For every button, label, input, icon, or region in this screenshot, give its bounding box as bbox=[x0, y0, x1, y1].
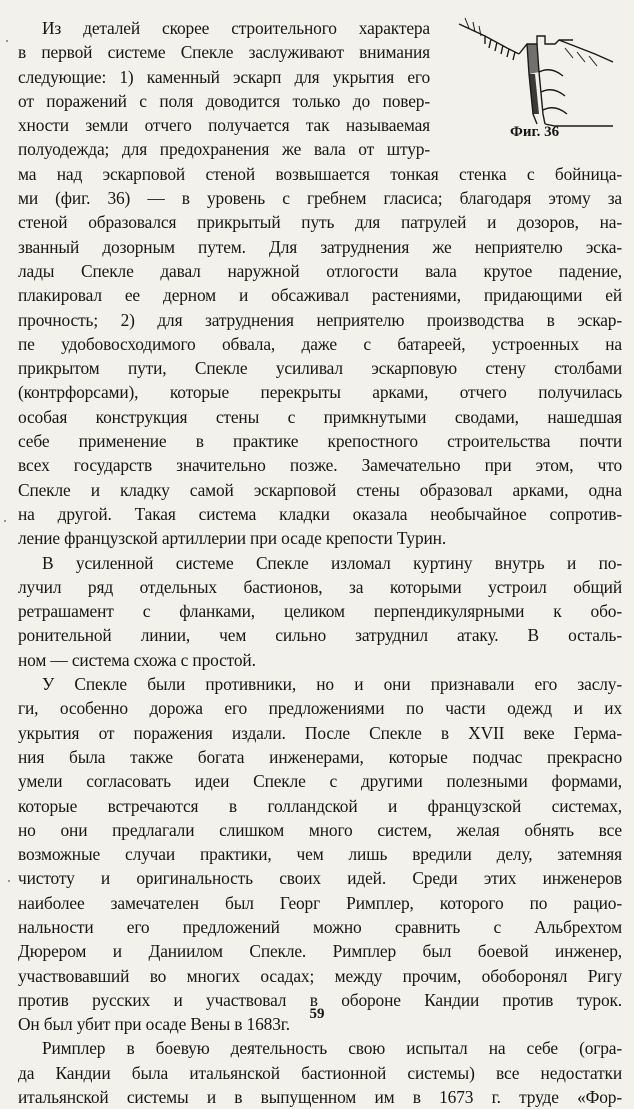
text-line: на другой. Такая система кладки оказала необычайное сопротив- bbox=[18, 503, 622, 524]
text-line: себе применение в практике крепостного строительства почти bbox=[18, 431, 622, 452]
text-line: всех государств значительно позже. Замечательно при этом, что bbox=[18, 455, 622, 476]
text-line: в первой системе Спекле заслуживают внимания bbox=[18, 42, 430, 63]
text-line: да Кандии была итальянской бастионной системы) все недостатки bbox=[18, 1062, 622, 1083]
text-line: особая конструкция стены с примкнутыми сводами, нашедшая bbox=[18, 406, 622, 427]
text-line: лады Спекле давал наружной отлогости вала крутое падение, bbox=[18, 260, 622, 281]
text-line: стеной образовался прикрытый путь для патрулей и дозоров, на- bbox=[18, 212, 622, 233]
text-line: нальности его предложений можно сравнить с Альбрехтом bbox=[18, 916, 622, 937]
text-line: но они предлагали слишком много систем, желая обнять все bbox=[18, 819, 622, 840]
text-line: прочность; 2) для затруднения неприятелю производства в эскар- bbox=[18, 309, 622, 330]
text-line: плакировал ее дерном и обсаживал растениями, придающими ей bbox=[18, 285, 622, 306]
text-line: наиболее замечателен был Георг Римплер, которого по рацио- bbox=[18, 892, 622, 913]
text-line: хности земли отчего получается так называемая bbox=[18, 115, 430, 136]
text-line: У Спекле были противники, но и они признавали его заслу- bbox=[42, 674, 622, 695]
text-line: ретрашамент с фланками, целиком перпендикулярными к обо- bbox=[18, 601, 622, 622]
text-line: ма над эскарповой стеной возвышается тонкая стенка с бойница- bbox=[18, 163, 622, 184]
text-line: возможные случаи практики, чем лишь вредили делу, затемняя bbox=[18, 844, 622, 865]
text-line: Римплер в боевую деятельность свою испытал на себе (огра- bbox=[42, 1038, 622, 1059]
text-line: лучил ряд отдельных бастионов, за которыми устроил общий bbox=[18, 576, 622, 597]
text-line: ронительной линии, чем сильно затруднил атаку. В осталь- bbox=[18, 625, 622, 646]
text-line: следующие: 1) каменный эскарп для укрытия его bbox=[18, 66, 430, 87]
figure-caption: Фиг. 36 bbox=[510, 124, 560, 140]
text-line: умели согласовать идеи Спекле с другими полезными формами, bbox=[18, 771, 622, 792]
text-line: полуодежда; для предохранения же вала от штур- bbox=[18, 139, 430, 160]
paragraph-3 bbox=[18, 672, 622, 1036]
text-line: званный дозорным путем. Для затруднения же неприятелю эска- bbox=[18, 236, 622, 257]
text-line: Он был убит при осаде Вены в 1683г. bbox=[18, 1014, 290, 1035]
text-line: ми (фиг. 36) — в уровень с гребнем гласиса; благодаря этому за bbox=[18, 188, 622, 209]
text-line: (контрфорсами), которые перекрыты арками, отчего получилась bbox=[18, 382, 622, 403]
text-line: ги, особенно дорожа его предложениями по части одежд и их bbox=[18, 698, 622, 719]
text-line: Спекле и кладку самой эскарповой стены образовал арками, одна bbox=[18, 479, 622, 500]
text-line: прикрытом пути, Спекле усиливал эскарповую стену столбами bbox=[18, 358, 622, 379]
text-line: итальянской системы и в выпущенном им в 1673 г. труде «Фор- bbox=[18, 1087, 622, 1108]
text-block bbox=[18, 16, 622, 1109]
text-line: пе удобовосходимого обвала, даже с батареей, устроенных на bbox=[18, 333, 622, 354]
text-line: участвовавший во многих осадах; между прочим, обоборонял Ригу bbox=[18, 965, 622, 986]
text-line: против русских и участвовал в обороне Кандии против турок. bbox=[18, 989, 622, 1010]
scan-speck bbox=[8, 880, 10, 882]
paragraph-1-top bbox=[18, 16, 622, 162]
scan-speck bbox=[4, 520, 6, 522]
text-line: ния была также богата инженерами, которые подчас прекрасно bbox=[18, 746, 622, 767]
text-line: укрытия от поражения издали. После Спекле в XVII веке Герма- bbox=[18, 722, 622, 743]
text-line: ном — система схожа с простой. bbox=[18, 649, 256, 670]
paragraph-1-rest bbox=[18, 162, 622, 551]
text-line: от поражений с поля доводится только до повер- bbox=[18, 90, 430, 111]
paragraph-4 bbox=[18, 1036, 622, 1109]
text-line: чистоту и оригинальность своих идей. Среди этих инженеров bbox=[18, 868, 622, 889]
text-line: Дюрером и Даниилом Спекле. Римплер был боевой инженер, bbox=[18, 941, 622, 962]
scan-speck bbox=[6, 40, 8, 42]
text-line: ление французской артиллерии при осаде крепости Турин. bbox=[18, 528, 447, 549]
text-line: В усиленной системе Спекле изломал куртину внутрь и по- bbox=[42, 552, 622, 573]
text-line: которые встречаются в голландской и французской системах, bbox=[18, 795, 622, 816]
text-line: Из деталей скорее строительного характера bbox=[42, 18, 430, 38]
page-number: 59 bbox=[309, 1006, 325, 1022]
paragraph-2 bbox=[18, 551, 622, 672]
